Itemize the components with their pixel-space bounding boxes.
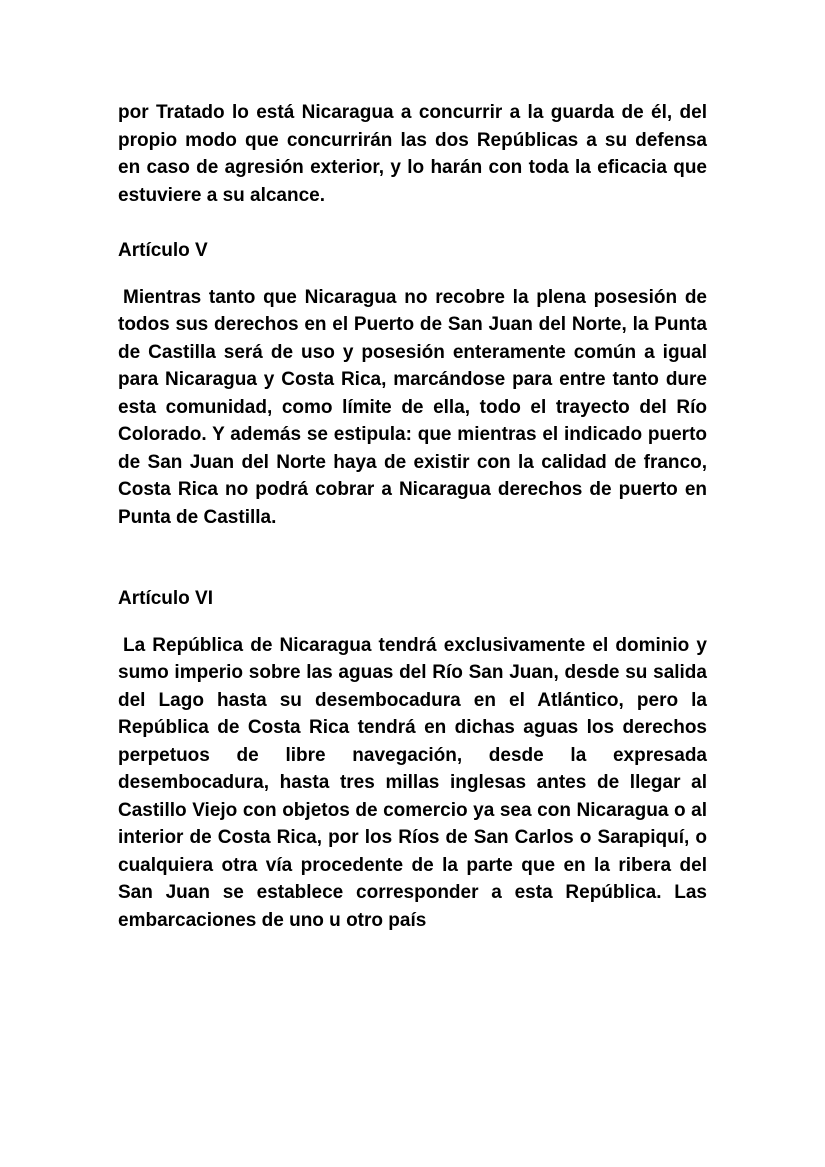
paragraph-article-vi: La República de Nicaragua tendrá exclusivamente el dominio y sumo imperio sobre las aguas del Río San Juan, desde su salida del Lago hasta su desembocadura en el Atlántico, pero la República de Costa Rica tendrá en dichas aguas los derechos perpetuos de libre navegación, desde la expresada desembocadura, hasta tres millas inglesas antes de llegar al Castillo Viejo con objetos de comercio ya sea con Nicaragua o al interior de Costa Rica, por los Ríos de San Carlos o Sarapiquí, o cualquiera otra vía procedente de la parte que en la ribera del San Juan se establece corresponder a esta República. Las embarcaciones de uno u otro país bbox=[118, 634, 707, 931]
paragraph-article-v: Mientras tanto que Nicaragua no recobre la plena posesión de todos sus derechos en el Puerto de San Juan del Norte, la Punta de Castilla será de uso y posesión enteramente común a igual para Nicaragua y Costa Rica, marcándose para entre tanto dure esta comunidad, como límite de ella, todo el trayecto del Río Colorado. Y además se estipula: que mientras el indicado puerto de San Juan del Norte haya de existir con la calidad de franco, Costa Rica no podrá cobrar a Nicaragua derechos de puerto en Punta de Castilla. bbox=[118, 286, 707, 528]
heading-article-v: Artículo V bbox=[118, 240, 208, 261]
paragraph-continuation-article-iv: por Tratado lo está Nicaragua a concurrir a la guarda de él, del propio modo que concurrirán las dos Repúblicas a su defensa en caso de agresión exterior, y lo harán con toda la eficacia que estuviere a su alcance. bbox=[118, 102, 707, 206]
heading-article-vi: Artículo VI bbox=[118, 588, 214, 609]
